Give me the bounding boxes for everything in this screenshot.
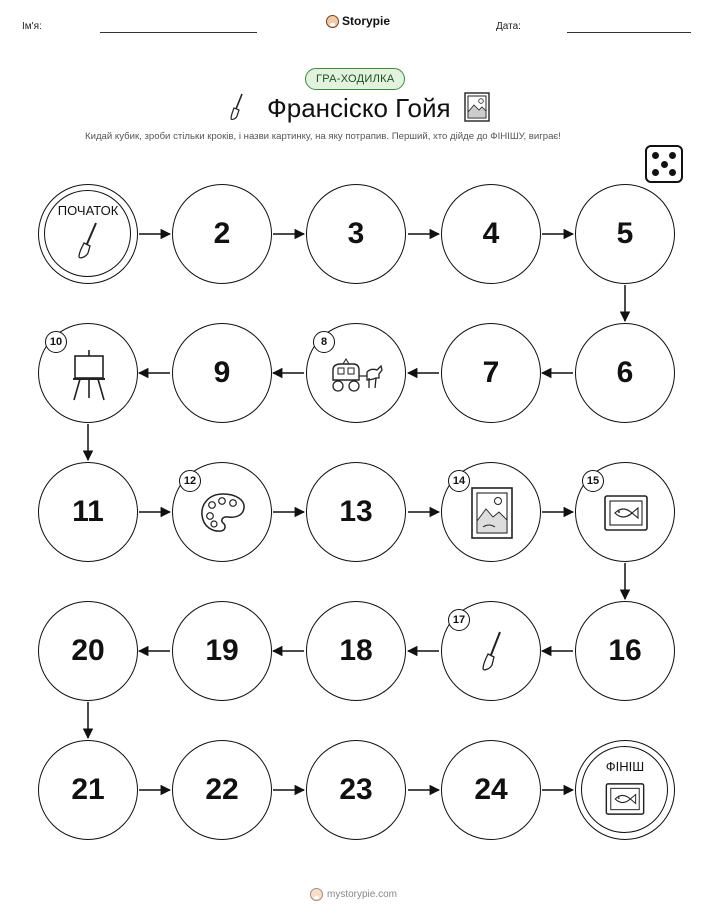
board-cell-start <box>38 184 138 284</box>
cell-number: 21 <box>71 773 105 806</box>
fish-painting-icon <box>605 783 645 815</box>
cell-number: 7 <box>482 356 500 389</box>
board-cell-19 <box>172 601 272 701</box>
cell-number: 6 <box>616 356 634 389</box>
fish-painting-icon <box>604 495 648 531</box>
board-cell-9 <box>172 323 272 423</box>
board-cell-16 <box>575 601 675 701</box>
cell-number: 2 <box>213 217 231 250</box>
start-label: ПОЧАТОК <box>57 203 119 218</box>
cell-number: 19 <box>205 634 239 667</box>
cell-number: 23 <box>339 773 373 806</box>
cell-number: 4 <box>482 217 500 250</box>
cell-number: 13 <box>339 495 373 528</box>
board-cell-21 <box>38 740 138 840</box>
cell-number-badge: 12 <box>179 470 201 492</box>
board-cell-5 <box>575 184 675 284</box>
board-cell-4 <box>441 184 541 284</box>
easel-icon <box>70 348 108 402</box>
cell-number: 5 <box>616 217 634 250</box>
paintbrush-icon <box>75 221 101 261</box>
board-cell-6 <box>575 323 675 423</box>
cell-number-badge: 15 <box>582 470 604 492</box>
footer <box>310 888 397 901</box>
carriage-icon <box>329 358 385 394</box>
cell-number-badge: 17 <box>448 609 470 631</box>
board-cell-23 <box>306 740 406 840</box>
palette-icon <box>199 491 247 535</box>
cell-number: 9 <box>213 356 231 389</box>
board-cell-finish <box>575 740 675 840</box>
board-cell-24 <box>441 740 541 840</box>
bear-icon <box>310 888 323 901</box>
board-cell-13 <box>306 462 406 562</box>
cell-number-badge: 14 <box>448 470 470 492</box>
cell-number-badge: 8 <box>313 331 335 353</box>
cell-number: 16 <box>608 634 642 667</box>
brand-name: Storypie <box>342 14 391 28</box>
page-title: Франсіско Гойя <box>267 93 451 123</box>
cell-number-badge: 10 <box>45 331 67 353</box>
cell-number: 22 <box>205 773 239 806</box>
finish-label: ФІНІШ <box>605 759 645 774</box>
cell-number: 24 <box>474 773 508 806</box>
name-label: Ім'я: <box>22 21 42 32</box>
board-cell-2 <box>172 184 272 284</box>
board-cell-22 <box>172 740 272 840</box>
cell-number: 20 <box>71 634 105 667</box>
cell-number: 18 <box>339 634 373 667</box>
cell-number: 3 <box>347 217 365 250</box>
paintbrush-icon <box>479 630 505 674</box>
board-cell-20 <box>38 601 138 701</box>
board-cell-18 <box>306 601 406 701</box>
cell-number: 11 <box>72 495 104 528</box>
footer-site[interactable]: mystorypie.com <box>327 889 398 900</box>
board-cell-11 <box>38 462 138 562</box>
landscape-painting-icon <box>471 487 513 539</box>
game-type-badge: ГРА-ХОДИЛКА <box>305 68 405 90</box>
instructions: Кидай кубик, зроби стільки кроків, і назви картинку, на яку потрапив. Перший, хто дійде до ФІНІШУ, виграє! <box>85 131 561 142</box>
date-label: Дата: <box>496 21 521 32</box>
board-cell-7 <box>441 323 541 423</box>
board-cell-3 <box>306 184 406 284</box>
